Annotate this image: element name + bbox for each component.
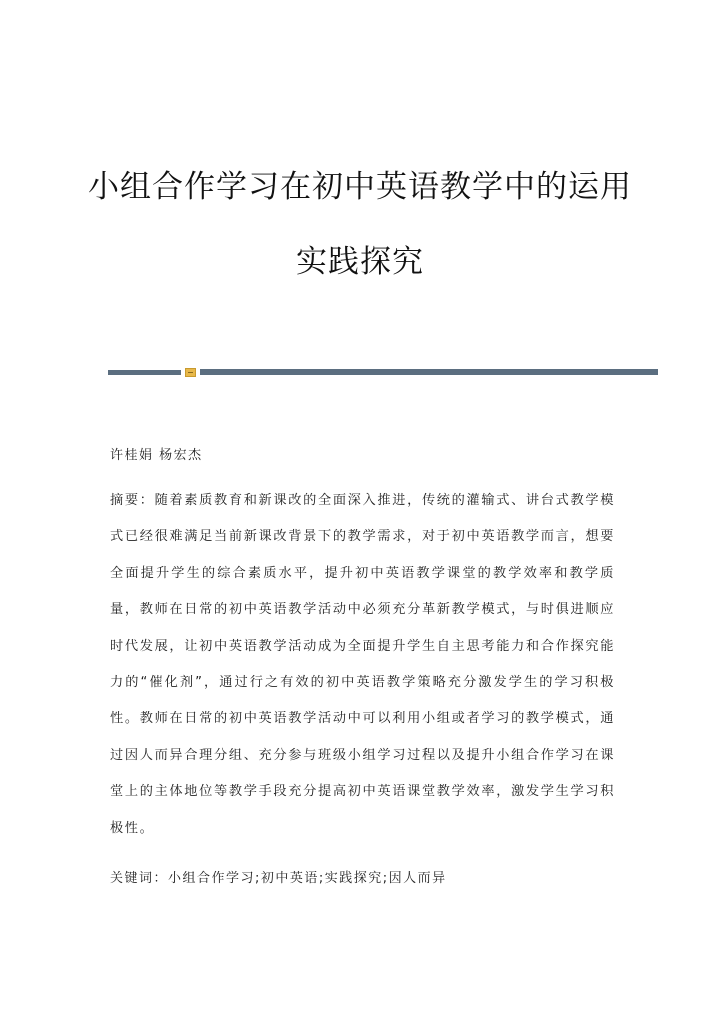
paper-title-line-1: 小组合作学习在初中英语教学中的运用: [88, 169, 632, 205]
divider-left-bar: [108, 370, 181, 375]
divider-marker-icon: [185, 368, 196, 377]
keywords-line: 关键词：小组合作学习;初中英语;实践探究;因人而异: [110, 871, 447, 886]
abstract-paragraph: 摘要：随着素质教育和新课改的全面深入推进，传统的灌输式、讲台式教学模式已经很难满足当前新课改背景下的教学需求，对于初中英语教学而言，想要全面提升学生的综合素质水平，提升初中英语教学课堂的教学效率和教学质量，教师在日常的初中英语教学活动中必须充分革新教学模式，与时俱进顺应时代发展，让初中英语教学活动成为全面提升学生自主思考能力和合作探究能力的“催化剂”，通过行之有效的初中英语教学策略充分激发学生的学习积极性。教师在日常的初中英语教学活动中可以利用小组或者学习的教学模式，通过因人而异合理分组、充分参与班级小组学习过程以及提升小组合作学习在课堂上的主体地位等教学手段充分提高初中英语课堂教学效率，激发学生学习积极性。: [110, 493, 615, 836]
paper-title-line-2: 实践探究: [296, 244, 424, 280]
title-divider: [108, 369, 658, 375]
authors-line: 许桂娟 杨宏杰: [110, 448, 203, 463]
divider-right-bar: [200, 369, 658, 375]
